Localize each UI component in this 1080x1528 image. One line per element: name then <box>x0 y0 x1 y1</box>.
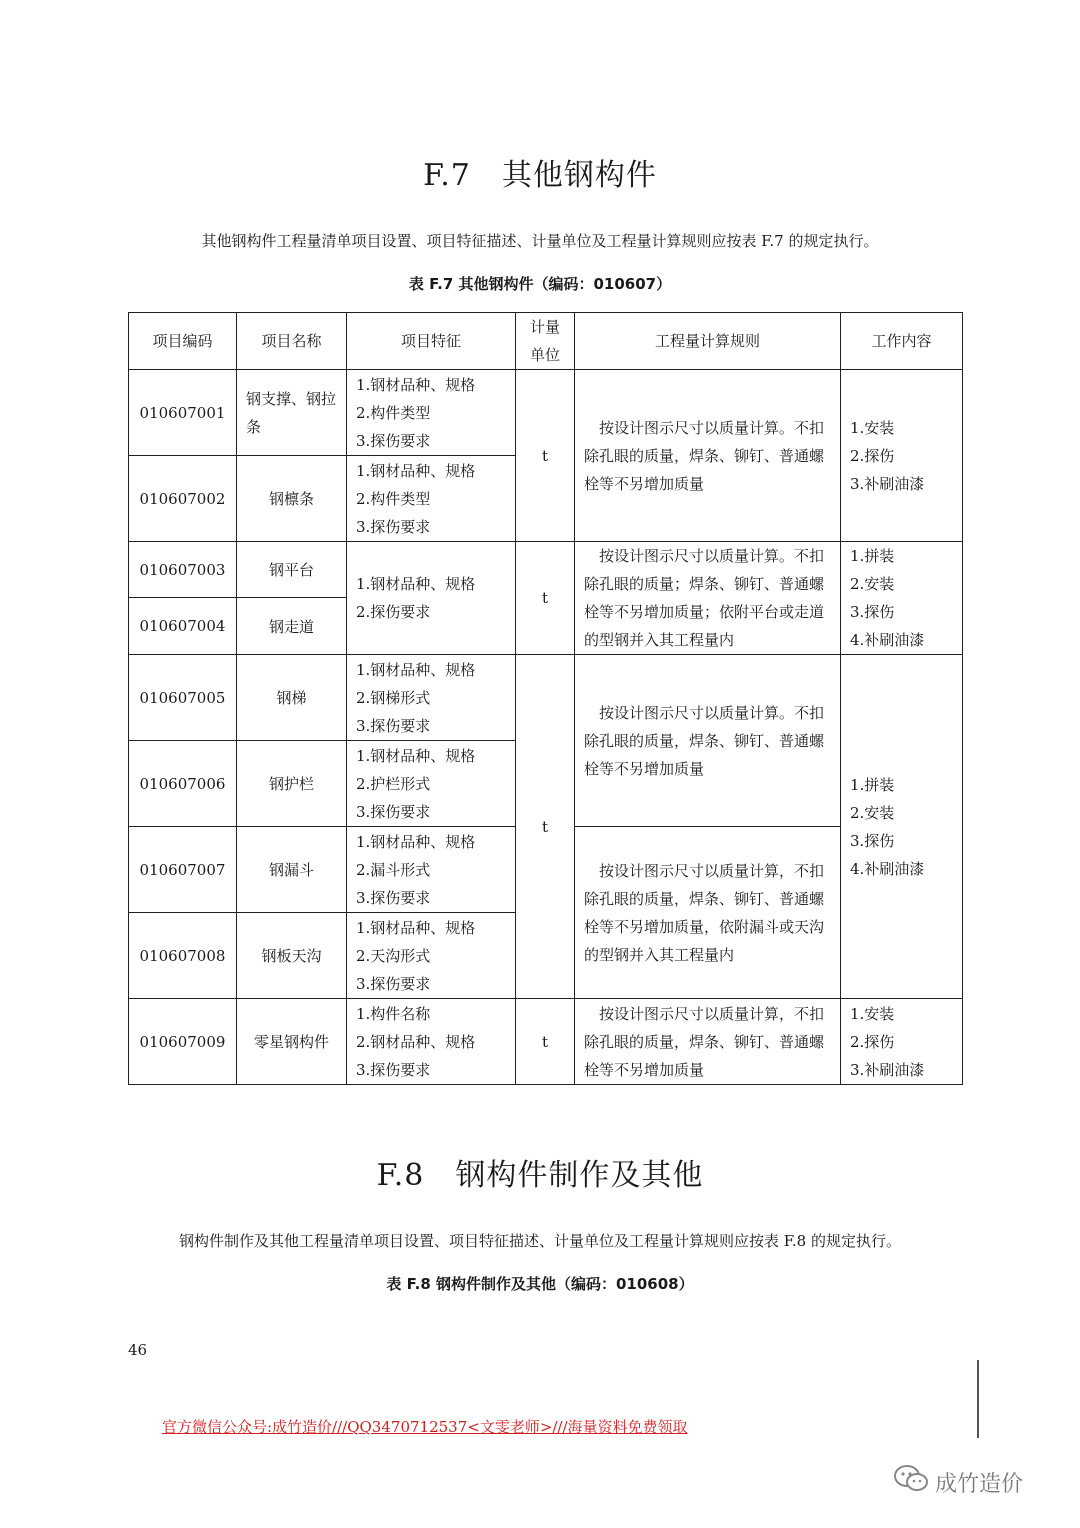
unit-cell: t <box>516 370 575 542</box>
item-code: 010607008 <box>129 913 237 999</box>
table-row <box>129 999 963 1085</box>
item-name: 钢走道 <box>237 598 347 655</box>
unit-cell: t <box>516 655 575 999</box>
item-name: 钢板天沟 <box>237 913 347 999</box>
work-content: 1.拼装 2.安装 3.探伤 4.补刷油漆 <box>841 542 963 655</box>
work-content: 1.安装 2.探伤 3.补刷油漆 <box>841 999 963 1085</box>
wechat-icon <box>893 1464 929 1500</box>
header-unit: 计量 单位 <box>516 313 575 370</box>
watermark-brand <box>893 1464 1023 1500</box>
table-caption-f7: 表 F.7 其他钢构件（编码：010607） <box>408 275 672 293</box>
unit-cell: t <box>516 542 575 655</box>
steel-components-table <box>128 312 963 1085</box>
item-name: 钢平台 <box>237 542 347 598</box>
item-features: 1.钢材品种、规格 2.构件类型 3.探伤要求 <box>347 456 516 542</box>
footer-promo-link[interactable]: 官方微信公众号:成竹造价///QQ3470712537<文雯老师>///海量资料免费领取 <box>162 1418 688 1436</box>
section-title-f7: F.7 其他钢构件 <box>423 158 657 193</box>
item-code: 010607009 <box>129 999 237 1085</box>
table-row <box>129 542 963 598</box>
item-features: 1.构件名称 2.钢材品种、规格 3.探伤要求 <box>347 999 516 1085</box>
item-name: 钢支撑、钢拉条 <box>237 370 347 456</box>
item-name: 钢檩条 <box>237 456 347 542</box>
item-code: 010607001 <box>129 370 237 456</box>
work-content: 1.拼装 2.安装 3.探伤 4.补刷油漆 <box>841 655 963 999</box>
item-code: 010607002 <box>129 456 237 542</box>
item-code: 010607004 <box>129 598 237 655</box>
header-name: 项目名称 <box>237 313 347 370</box>
item-code: 010607003 <box>129 542 237 598</box>
unit-cell: t <box>516 999 575 1085</box>
item-features: 1.钢材品种、规格 2.探伤要求 <box>347 542 516 655</box>
item-name: 钢护栏 <box>237 741 347 827</box>
item-name: 零星钢构件 <box>237 999 347 1085</box>
section-title-f8: F.8 钢构件制作及其他 <box>376 1158 704 1193</box>
item-features: 1.钢材品种、规格 2.钢梯形式 3.探伤要求 <box>347 655 516 741</box>
header-rule: 工程量计算规则 <box>575 313 841 370</box>
work-content: 1.安装 2.探伤 3.补刷油漆 <box>841 370 963 542</box>
section-intro-f8: 钢构件制作及其他工程量清单项目设置、项目特征描述、计量单位及工程量计算规则应按表 F.8 的规定执行。 <box>179 1232 901 1250</box>
header-code: 项目编码 <box>129 313 237 370</box>
table-row <box>129 370 963 456</box>
margin-rule <box>977 1360 979 1438</box>
header-features: 项目特征 <box>347 313 516 370</box>
page-number: 46 <box>128 1341 148 1359</box>
item-code: 010607006 <box>129 741 237 827</box>
section-intro-f7: 其他钢构件工程量清单项目设置、项目特征描述、计量单位及工程量计算规则应按表 F.7 的规定执行。 <box>201 232 879 250</box>
brand-name: 成竹造价 <box>935 1471 1024 1497</box>
calculation-rule: 按设计图示尺寸以质量计算。不扣除孔眼的质量，焊条、铆钉、普通螺栓等不另增加质量 <box>575 370 841 542</box>
item-name: 钢梯 <box>237 655 347 741</box>
item-features: 1.钢材品种、规格 2.天沟形式 3.探伤要求 <box>347 913 516 999</box>
item-features: 1.钢材品种、规格 2.漏斗形式 3.探伤要求 <box>347 827 516 913</box>
calculation-rule: 按设计图示尺寸以质量计算。不扣除孔眼的质量，焊条、铆钉、普通螺栓等不另增加质量 <box>575 655 841 827</box>
calculation-rule: 按设计图示尺寸以质量计算，不扣除孔眼的质量，焊条、铆钉、普通螺栓等不另增加质量，依附漏斗或天沟的型钢并入其工程量内 <box>575 827 841 999</box>
item-code: 010607007 <box>129 827 237 913</box>
item-name: 钢漏斗 <box>237 827 347 913</box>
item-features: 1.钢材品种、规格 2.护栏形式 3.探伤要求 <box>347 741 516 827</box>
header-work: 工作内容 <box>841 313 963 370</box>
item-code: 010607005 <box>129 655 237 741</box>
table-row <box>129 655 963 741</box>
table-caption-f8: 表 F.8 钢构件制作及其他（编码：010608） <box>386 1275 694 1293</box>
calculation-rule: 按设计图示尺寸以质量计算。不扣除孔眼的质量；焊条、铆钉、普通螺栓等不另增加质量；依附平台或走道的型钢并入其工程量内 <box>575 542 841 655</box>
item-features: 1.钢材品种、规格 2.构件类型 3.探伤要求 <box>347 370 516 456</box>
table-header-row <box>129 313 963 370</box>
calculation-rule: 按设计图示尺寸以质量计算，不扣除孔眼的质量，焊条、铆钉、普通螺栓等不另增加质量 <box>575 999 841 1085</box>
